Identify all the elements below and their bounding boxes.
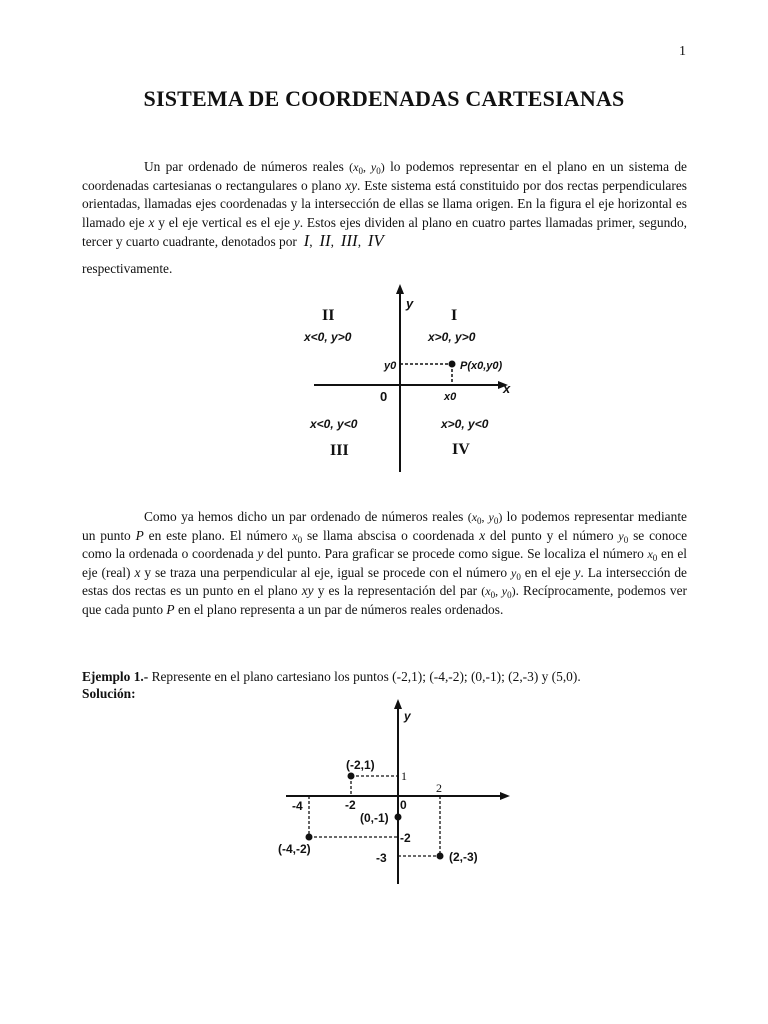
p1-text-1: Un par ordenado de números reales [144, 159, 344, 174]
tick-x-m4: -4 [292, 799, 303, 813]
p2-text-7: del punto. Para graficar se procede como sigue. Se localiza el número [267, 546, 644, 561]
fig1-quadrant-III: III [330, 442, 349, 459]
fig1-x0-label: x0 [444, 391, 457, 403]
quadrant-IV: IV [367, 231, 384, 250]
fig1-q3-condition: x<0, y<0 [310, 417, 358, 431]
p2-P-2: P [166, 601, 175, 617]
p2-text-6: se conoce como la ordenada o coordenada [82, 527, 688, 561]
example-block [82, 668, 692, 702]
p2-P-1: P [135, 527, 144, 543]
p2-y-2: y [574, 564, 581, 580]
tick-x-2: 2 [436, 781, 442, 795]
point-paragraph [82, 508, 687, 619]
p2-x-2: x [134, 564, 141, 580]
pair-x0y0: ($x_0$, $y_0$) [349, 160, 385, 176]
p2-text-14: en el plano representa a un par de números reales ordenados. [177, 601, 504, 617]
p1-text-3: . Este sistema está constituido por dos rectas perpendiculares orientadas, llamadas ejes coordenadas y la intersección de ellas se llama origen. En la figura el eje horizontal es llamado eje [82, 177, 687, 230]
p2-text-1: Como ya hemos dicho un par ordenado de números reales [144, 509, 464, 524]
p2-xy: xy [301, 583, 314, 598]
tick-x-m2: -2 [345, 798, 356, 812]
point-label-2-m3: (2,-3) [449, 850, 478, 864]
p2-x-1: x [479, 527, 486, 543]
fig1-point-P [449, 361, 456, 368]
tick-y-m3: -3 [376, 851, 387, 865]
p2-y-1: y [257, 546, 264, 561]
p2-x0-2: $x_0$ [647, 547, 658, 563]
p2-text-8: en el eje (real) [82, 546, 687, 580]
p2-text-12: y es la representación del par [317, 583, 478, 598]
p2-text-4: se llama abscisa o coordenada [306, 527, 475, 543]
p1-text-6: respectivamente. [82, 260, 173, 276]
p2-y0-2: $y_0$ [511, 565, 521, 582]
fig1-origin-label: 0 [380, 389, 388, 404]
fig1-quadrant-IV: IV [452, 441, 470, 458]
point-label-m2-1: (-2,1) [346, 758, 375, 772]
quadrant-III: III [340, 231, 358, 250]
fig1-point-label: P(x0,y0) [460, 360, 503, 372]
p1-text-2: lo podemos representar en el plano en un sistema de coordenadas cartesianas o rectangulares o plano [82, 159, 687, 193]
fig1-y-axis-label: y [406, 296, 414, 311]
example-points-figure [278, 698, 518, 888]
tick-y-m2: -2 [400, 831, 411, 845]
p2-text-2: lo podemos representar mediante un punto [82, 509, 687, 543]
point-0-m1 [395, 814, 402, 821]
p2-pair-2: ($x_0$, $y_0$) [481, 584, 516, 600]
tick-origin: 0 [400, 798, 407, 812]
tick-y-1: 1 [401, 769, 407, 783]
p1-text-4: y el eje vertical es el eje [158, 214, 290, 230]
quadrants-figure [300, 282, 520, 474]
fig1-quadrant-II: II [322, 307, 335, 324]
point-2-m3 [437, 853, 444, 860]
fig1-quadrant-I: I [451, 307, 458, 324]
quadrant-I: I [303, 231, 310, 250]
example-text: Represente en el plano cartesiano los puntos (-2,1); (-4,-2); (0,-1); (2,-3) y (5,0). [151, 669, 581, 684]
p1-y: y [293, 214, 300, 230]
quadrant-II: II [319, 231, 331, 250]
solution-label: Solución: [82, 686, 136, 701]
p2-text-9: y se traza una perpendicular al eje, igual se procede con el número [144, 564, 508, 580]
point-label-m4-m2: (-4,-2) [278, 842, 311, 856]
p2-text-5: del punto y el número [490, 527, 614, 543]
point-m2-1 [348, 773, 355, 780]
point-label-0-m1: (0,-1) [360, 811, 389, 825]
fig1-q1-condition: x>0, y>0 [428, 330, 476, 344]
fig1-y0-label: y0 [384, 360, 397, 372]
p1-xy: xy [345, 177, 358, 193]
fig1-x-axis-label: x [503, 381, 511, 396]
p2-text-11: . La intersección de estas dos rectas es un punto en el plano [82, 564, 687, 598]
p2-y0-1: $y_0$ [618, 528, 629, 545]
fig2-y-axis-label: y [404, 709, 411, 723]
p1-text-5: . Estos ejes dividen al plano en cuatro partes llamadas primer, segundo, tercer y cuarto cuadrante, denotados por [82, 214, 687, 249]
intro-paragraph: Un par ordenado de números reales ($x_0$, $y_0$) lo podemos representar en el plano en un sistema de coordenadas cartesianas o rectangulares o plano xy. Este sistema está constituido por dos rectas perpendiculares orientadas, llamadas ejes coordenadas y la intersección de ellas se llama origen. En la figura el eje horizontal es llamado eje x y el eje vertical es el eje y. Estos ejes dividen al plano en cuatro partes llamadas primer, segundo, tercer y cuarto cuadrante, denotados por I, II, III, IV respectivamente. [82, 158, 687, 278]
page-number: 1 [679, 44, 686, 59]
p2-text-3: en este plano. El número [148, 527, 288, 543]
p2-text-10: en el eje [524, 564, 571, 580]
fig1-q2-condition: x<0, y>0 [304, 330, 352, 344]
p2-x0-1: $x_0$ [292, 528, 303, 545]
p2-text-13: . Recíprocamente, podemos ver que cada punto [82, 583, 688, 617]
fig1-q4-condition: x>0, y<0 [441, 417, 489, 431]
example-label: Ejemplo 1.- [82, 669, 149, 684]
p1-x: x [148, 214, 155, 230]
page-title: SISTEMA DE COORDENADAS CARTESIANAS [143, 86, 625, 111]
p2-pair-1: ($x_0$, $y_0$) [467, 510, 503, 526]
point-m4-m2 [306, 834, 313, 841]
